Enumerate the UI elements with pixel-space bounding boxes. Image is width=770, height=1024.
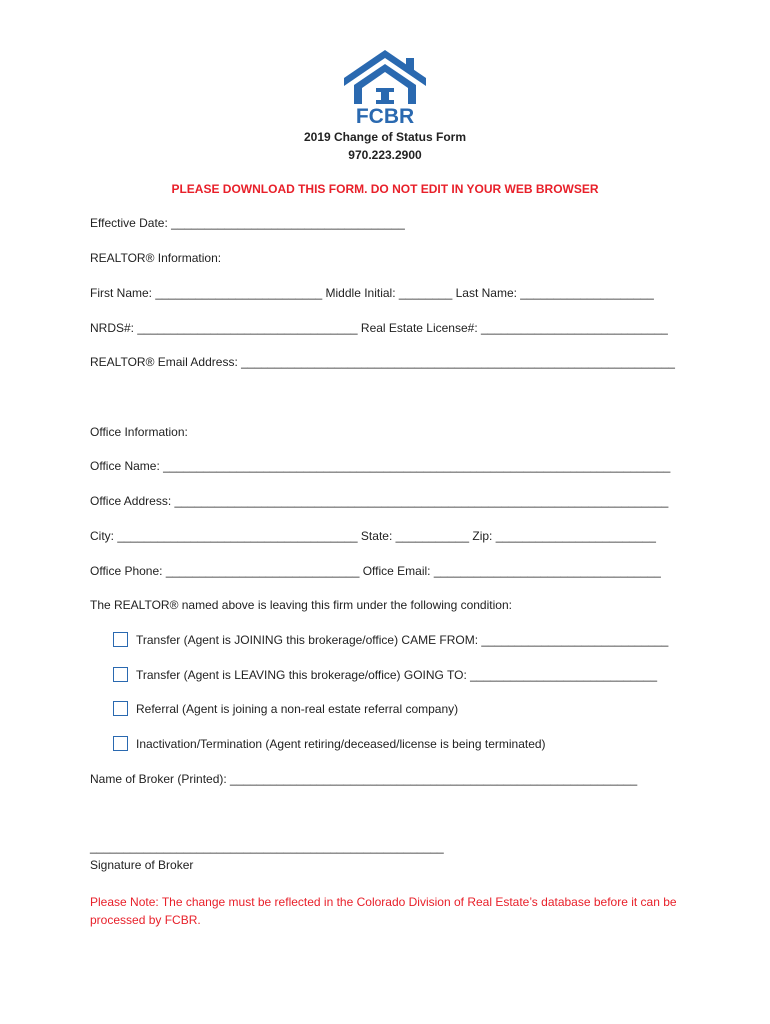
nrds-license-fields[interactable]: NRDS#: _________________________________ Real Estate License#: ____________________________ — [90, 321, 668, 335]
phone-number: 970.223.2900 — [348, 148, 422, 162]
transfer-leaving-label: Transfer (Agent is LEAVING this brokerage/office) GOING TO: ____________________________ — [136, 668, 657, 682]
office-name-field[interactable]: Office Name: ____________________________________________________________________________ — [90, 459, 671, 473]
transfer-joining-checkbox[interactable] — [113, 632, 128, 647]
inactivation-label: Inactivation/Termination (Agent retiring/deceased/license is being terminated) — [136, 737, 546, 751]
house-logo-icon — [340, 48, 430, 124]
transfer-joining-label: Transfer (Agent is JOINING this brokerage/office) CAME FROM: ____________________________ — [136, 633, 669, 647]
form-title: 2019 Change of Status Form — [303, 130, 467, 144]
office-address-field[interactable]: Office Address: __________________________________________________________________________ — [90, 494, 669, 508]
office-info-heading: Office Information: — [90, 425, 188, 439]
inactivation-checkbox[interactable] — [113, 736, 128, 751]
broker-name-field[interactable]: Name of Broker (Printed): _____________________________________________________________ — [90, 772, 638, 786]
processing-note: Please Note: The change must be reflected in the Colorado Division of Real Estate’s database before it can be processed by FCBR. — [90, 895, 677, 927]
fcbr-logo — [340, 48, 430, 124]
office-phone-email-fields[interactable]: Office Phone: _____________________________ Office Email: __________________________________ — [90, 564, 661, 578]
broker-signature-label: Signature of Broker — [90, 858, 194, 872]
transfer-leaving-checkbox[interactable] — [113, 667, 128, 682]
name-fields[interactable]: First Name: _________________________ Middle Initial: ________ Last Name: ____________________ — [90, 286, 654, 300]
logo-text: FCBR — [355, 105, 415, 124]
download-warning: PLEASE DOWNLOAD THIS FORM. DO NOT EDIT IN YOUR WEB BROWSER — [171, 182, 599, 196]
referral-label: Referral (Agent is joining a non-real estate referral company) — [136, 702, 459, 716]
condition-intro: The REALTOR® named above is leaving this firm under the following condition: — [90, 598, 512, 612]
realtor-email-field[interactable]: REALTOR® Email Address: _________________________________________________________________ — [90, 355, 675, 369]
effective-date-field[interactable]: Effective Date: ___________________________________ — [90, 216, 405, 230]
realtor-info-heading: REALTOR® Information: — [90, 251, 222, 265]
city-state-zip-fields[interactable]: City: ____________________________________ State: ___________ Zip: ________________________ — [90, 529, 656, 543]
broker-signature-line[interactable]: _____________________________________________________ — [90, 840, 444, 854]
referral-checkbox[interactable] — [113, 701, 128, 716]
